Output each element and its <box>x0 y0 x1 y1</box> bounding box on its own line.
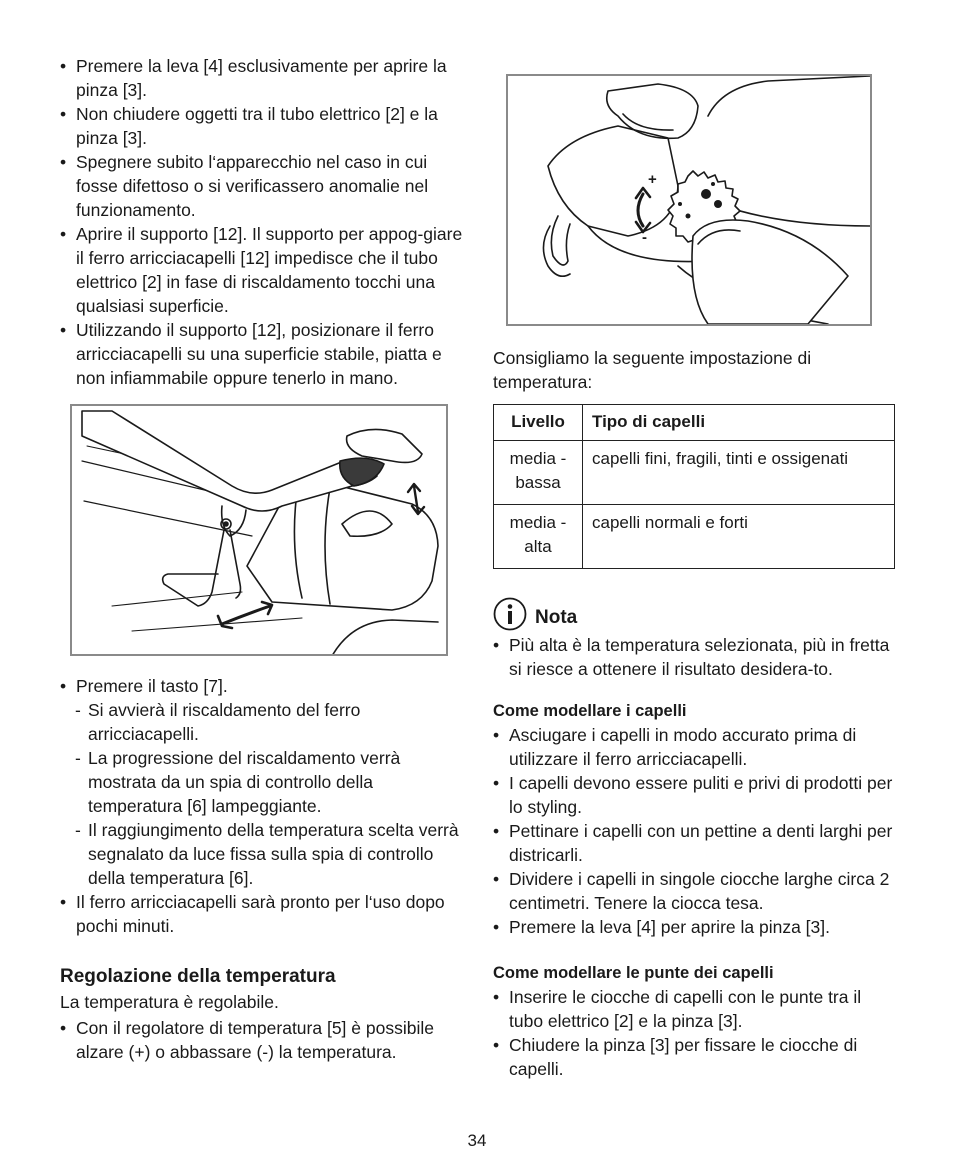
list-item: • Asciugare i capelli in modo accurato prima di utilizzare il ferro arricciacapelli. <box>493 723 898 771</box>
temperature-bullet-list <box>60 1016 465 1064</box>
header-hair-type: Tipo di capelli <box>583 405 895 441</box>
nota-title: Nota <box>535 607 578 628</box>
temperature-dial-illustration <box>506 74 872 326</box>
temperature-intro: La temperatura è regolabile. <box>60 992 279 1012</box>
tips-heading: Come modellare le punte dei capelli <box>493 964 774 982</box>
list-item: • Con il regolatore di temperatura [5] è possibile alzare (+) o abbassare (-) la temperatura. <box>60 1016 465 1064</box>
list-item: • Dividere i capelli in singole ciocche larghe circa 2 centimetri. Tenere la ciocca tesa. <box>493 867 898 915</box>
list-item: • Premere la leva [4] per aprire la pinza [3]. <box>493 915 898 939</box>
styling-heading: Come modellare i capelli <box>493 702 687 720</box>
page-number: 34 <box>467 1131 487 1150</box>
press-button-text: Premere il tasto [7]. <box>76 676 228 696</box>
list-item: • Più alta è la temperatura selezionata, più in fretta si riesce a ottenere il risultato desidera-to. <box>493 633 898 681</box>
recommendation-text: Consigliamo la seguente impostazione di temperatura: <box>493 348 812 392</box>
dial-minus-label: - <box>642 229 647 246</box>
table-row <box>494 441 895 505</box>
tips-bullet-list <box>493 985 898 1081</box>
table-cell: capelli normali e forti <box>583 505 895 569</box>
list-item: • Spegnere subito l‘apparecchio nel caso in cui fosse difettoso o si verificassero anomalie nel funzionamento. <box>60 150 465 222</box>
table-header-row <box>494 405 895 441</box>
safety-bullet-list <box>60 54 465 390</box>
list-item <box>60 674 465 890</box>
table-row <box>494 505 895 569</box>
table-cell: media - alta <box>494 505 583 569</box>
dial-plus-label: + <box>648 171 657 188</box>
list-item: - Il raggiungimento della temperatura scelta verrà segnalato da luce fissa sulla spia di controllo della temperatura [6]. <box>60 818 465 890</box>
header-level: Livello <box>494 405 583 441</box>
list-item: • Aprire il supporto [12]. Il supporto per appog-giare il ferro arricciacapelli [12] impedisce che il tubo elettrico [2] in fase di riscaldamento tocchi una qualsiasi superficie. <box>60 222 465 318</box>
heating-bullet-list <box>60 674 465 938</box>
list-item: • I capelli devono essere puliti e privi di prodotti per lo styling. <box>493 771 898 819</box>
table-cell: capelli fini, fragili, tinti e ossigenati <box>583 441 895 505</box>
left-column <box>60 54 465 1064</box>
list-item: • Utilizzando il supporto [12], posizionare il ferro arricciacapelli su una superficie stabile, piatta e non infiammabile oppure tenerlo in mano. <box>60 318 465 390</box>
list-item: • Chiudere la pinza [3] per fissare le ciocche di capelli. <box>493 1033 898 1081</box>
heating-dash-list <box>60 698 465 890</box>
list-item: • Non chiudere oggetti tra il tubo elettrico [2] e la pinza [3]. <box>60 102 465 150</box>
info-icon <box>493 597 527 631</box>
list-item: • Inserire le ciocche di capelli con le punte tra il tubo elettrico [2] e la pinza [3]. <box>493 985 898 1033</box>
table-cell: media - bassa <box>494 441 583 505</box>
list-item: - Si avvierà il riscaldamento del ferro arricciacapelli. <box>60 698 465 746</box>
right-column <box>493 54 898 1081</box>
styling-bullet-list <box>493 723 898 939</box>
temperature-heading: Regolazione della temperatura <box>60 966 336 987</box>
list-item: • Il ferro arricciacapelli sarà pronto per l‘uso dopo pochi minuti. <box>60 890 465 938</box>
temperature-table <box>493 404 895 569</box>
nota-header <box>493 595 898 631</box>
list-item: - La progressione del riscaldamento verrà mostrata da un spia di controllo della temperatura [6] lampeggiante. <box>60 746 465 818</box>
stand-illustration <box>70 404 448 656</box>
list-item: • Pettinare i capelli con un pettine a denti larghi per districarli. <box>493 819 898 867</box>
nota-bullet-list <box>493 633 898 681</box>
list-item: • Premere la leva [4] esclusivamente per aprire la pinza [3]. <box>60 54 465 102</box>
